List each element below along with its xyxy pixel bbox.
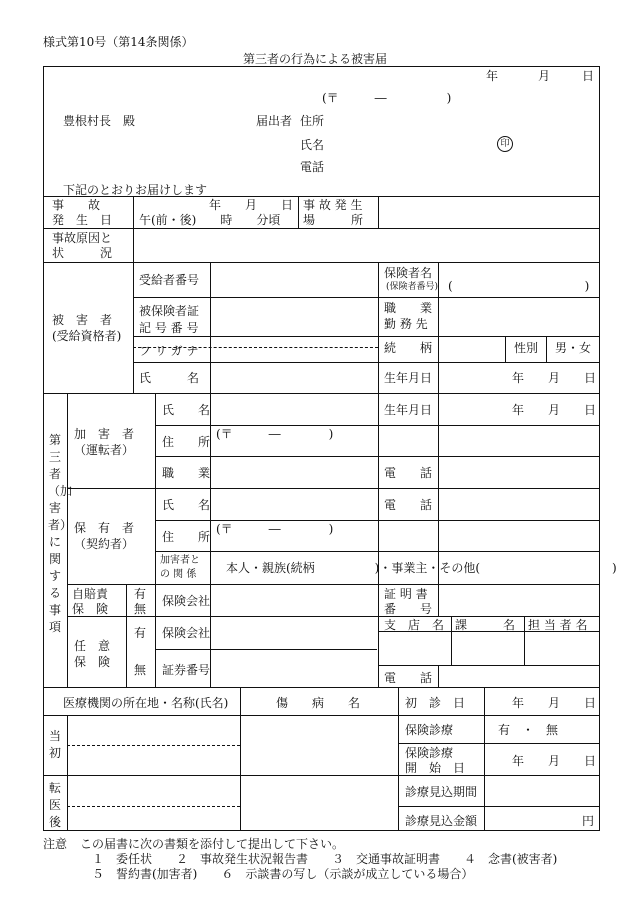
- accident-time-units[interactable]: 午(前・後) 時 分頃: [139, 213, 281, 227]
- perpetrator-birthdate-units[interactable]: 年 月 日: [512, 403, 597, 417]
- page-title: 第三者の行為による被害届: [243, 52, 388, 66]
- relation-label-1: 加害者と: [160, 555, 200, 566]
- yen-unit: 円: [582, 814, 595, 828]
- certificate-label-2: 番 号: [384, 602, 433, 616]
- accident-date-label-2: 発 生 日: [52, 213, 113, 227]
- perpetrator-address-label: 住 所: [162, 435, 211, 449]
- insured-cert-label-2: 記 号 番 号: [139, 321, 199, 335]
- compulsory-insurance-company-label: 保険会社: [162, 594, 211, 608]
- person-in-charge-label: 担 当 者 名: [528, 618, 588, 632]
- relation-options[interactable]: 本人・親族(続柄 )・事業主・その他( ): [226, 561, 617, 575]
- sex-options[interactable]: 男・女: [555, 341, 592, 355]
- expected-amount-label: 診療見込金額: [405, 814, 478, 828]
- insurance-treatment-options[interactable]: 有 ・ 無: [498, 723, 559, 737]
- victim-name-label: 氏 名: [139, 371, 200, 385]
- medical-institution-header: 医療機関の所在地・名称(氏名): [63, 696, 229, 710]
- seal-mark: 印: [497, 136, 513, 152]
- owner-postal[interactable]: (〒 ― ): [216, 522, 334, 536]
- insurer-number-label: (保険者番号): [386, 282, 439, 292]
- header-postal: (〒 ― ): [322, 91, 452, 105]
- accident-cause-label-2: 状 況: [52, 246, 113, 260]
- accident-place-label-2: 場 所: [303, 213, 364, 227]
- accident-cause-label-1: 事故原因と: [52, 231, 113, 245]
- treatment-start-units[interactable]: 年 月 日: [512, 754, 597, 768]
- treatment-start-label-1: 保険診療: [405, 746, 454, 760]
- recipient-number-label: 受給者番号: [139, 273, 200, 287]
- sex-label: 性別: [514, 341, 539, 355]
- victim-birthdate-units[interactable]: 年 月 日: [512, 371, 597, 385]
- victim-label-2: (受給資格者): [52, 329, 122, 343]
- third-party-section-label: 第三者（加害者）に関する事項: [48, 433, 73, 634]
- insured-cert-label-1: 被保険者証: [139, 304, 200, 318]
- relation-label-2: の 関 係: [160, 569, 197, 580]
- note-items-2: ５ 誓約書(加害者) ６ 示談書の写し（示談が成立している場合）: [92, 867, 474, 881]
- initial-label: 当初: [48, 729, 61, 760]
- voluntary-insurance-company-label: 保険会社: [162, 626, 211, 640]
- workplace-label-2: 勤 務 先: [384, 317, 428, 331]
- owner-phone-label: 電 話: [384, 498, 433, 512]
- owner-address-label: 住 所: [162, 530, 211, 544]
- note-items-1: １ 委任状 ２ 事故発生状況報告書 ３ 交通事故証明書 ４ 念書(被害者): [92, 852, 558, 866]
- perpetrator-job-label: 職 業: [162, 466, 211, 480]
- insurance-treatment-label: 保険診療: [405, 723, 454, 737]
- disease-name-header: 傷 病 名: [276, 696, 361, 710]
- first-visit-label: 初 診 日: [405, 696, 466, 710]
- accident-place-label-1: 事 故 発 生: [303, 198, 363, 212]
- furigana-label: フ リ ガ ナ: [139, 344, 199, 358]
- submitter-address-label[interactable]: 住所: [300, 114, 325, 128]
- voluntary-no[interactable]: 無: [134, 663, 147, 677]
- perpetrator-label-2: （運転者）: [74, 443, 135, 457]
- perpetrator-birthdate-label: 生年月日: [384, 403, 433, 417]
- relation-label: 続 柄: [384, 341, 433, 355]
- workplace-label-1: 職 業: [384, 301, 433, 315]
- header-year: 年: [486, 69, 499, 83]
- transfer-label: 転医後: [48, 781, 61, 829]
- owner-label-2: （契約者）: [74, 537, 135, 551]
- voluntary-insurance-label-1: 任 意: [74, 639, 111, 653]
- certificate-label-1: 証 明 書: [384, 587, 428, 601]
- header-month: 月: [538, 69, 551, 83]
- section-label: 課 名: [455, 618, 516, 632]
- insurer-paren-field[interactable]: ( ): [448, 279, 590, 293]
- voluntary-insurance-label-2: 保 険: [74, 655, 111, 669]
- compulsory-no[interactable]: 無: [134, 602, 147, 616]
- voluntary-phone-label: 電 話: [384, 671, 433, 685]
- header-day: 日: [582, 69, 595, 83]
- submitter-label: 届出者: [256, 114, 293, 128]
- expected-period-label: 診療見込期間: [405, 785, 478, 799]
- treatment-start-label-2: 開 始 日: [405, 761, 466, 775]
- compulsory-insurance-label-1: 自賠責: [72, 587, 109, 601]
- perpetrator-postal[interactable]: (〒 ― ): [216, 427, 334, 441]
- victim-birthdate-label: 生年月日: [384, 371, 433, 385]
- notice-text: 下記のとおりお届けします: [63, 183, 208, 197]
- submitter-phone-label[interactable]: 電話: [300, 160, 325, 174]
- perpetrator-name-label: 氏 名: [162, 403, 211, 417]
- insurer-name-label: 保険者名: [384, 266, 433, 280]
- owner-label-1: 保 有 者: [74, 521, 135, 535]
- note-text: この届書に次の書類を添付して提出して下さい。: [80, 837, 345, 851]
- submitter-name-label[interactable]: 氏名: [300, 138, 325, 152]
- owner-name-label: 氏 名: [162, 498, 211, 512]
- accident-date-label-1: 事 故: [52, 198, 101, 212]
- compulsory-yes[interactable]: 有: [134, 587, 147, 601]
- perpetrator-label-1: 加 害 者: [74, 427, 135, 441]
- perpetrator-phone-label: 電 話: [384, 466, 433, 480]
- voluntary-yes[interactable]: 有: [134, 626, 147, 640]
- form-number: 様式第10号（第14条関係）: [43, 35, 194, 49]
- first-visit-units[interactable]: 年 月 日: [512, 696, 597, 710]
- compulsory-insurance-label-2: 保 険: [72, 602, 109, 616]
- branch-label: 支 店 名: [384, 618, 445, 632]
- note-label: 注意: [43, 837, 68, 851]
- addressee: 豊根村長 殿: [63, 114, 136, 128]
- accident-date-units[interactable]: 年 月 日: [209, 198, 294, 212]
- victim-label-1: 被 害 者: [52, 313, 113, 327]
- policy-number-label: 証券番号: [162, 663, 211, 677]
